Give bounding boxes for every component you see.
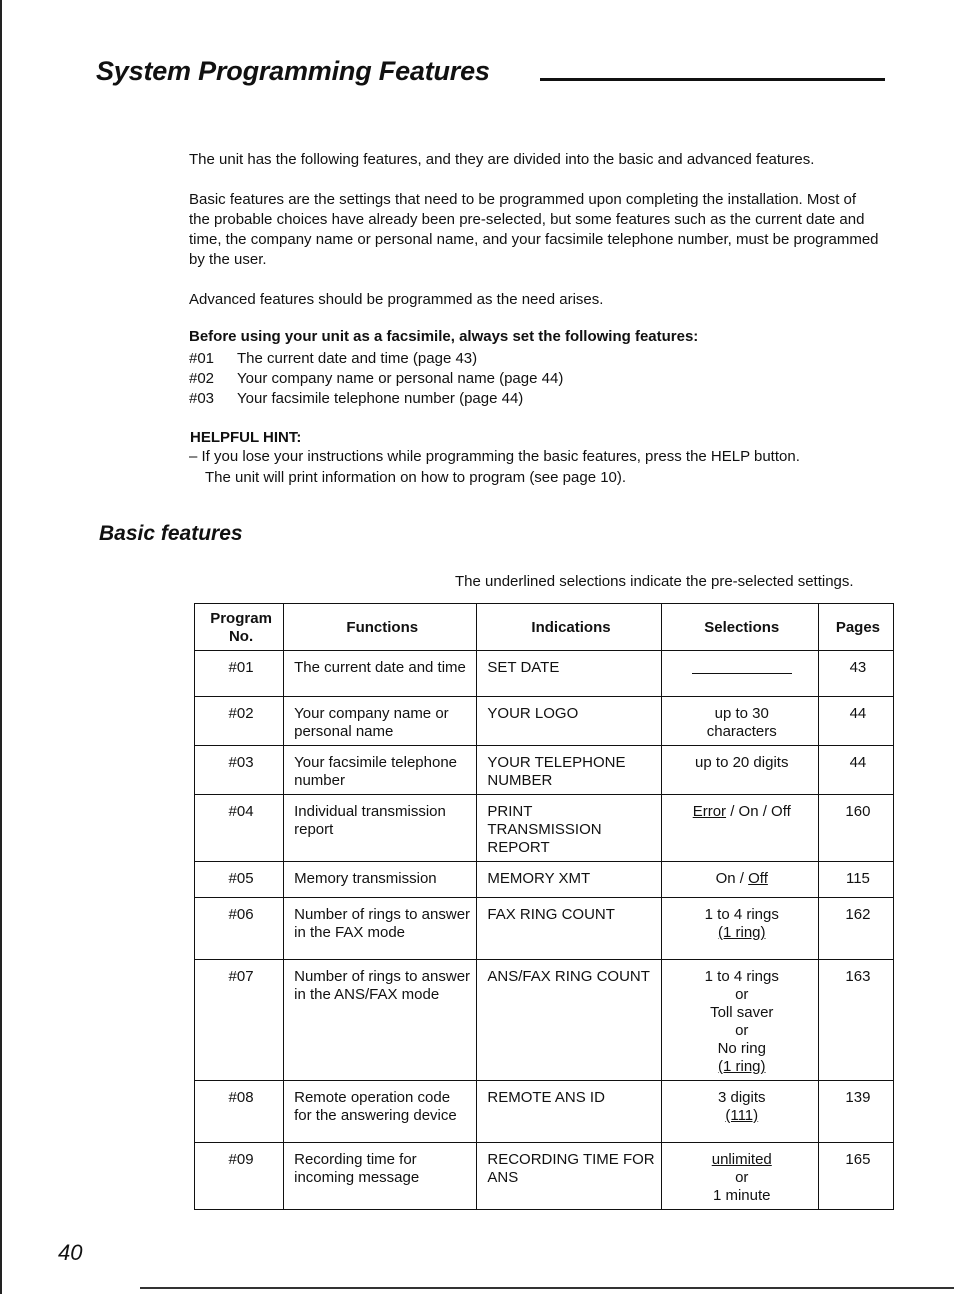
- table-row: #06 Number of rings to answer in the FAX mode FAX RING COUNT 1 to 4 rings (1 ring) 162: [195, 898, 894, 960]
- table-row: #01 The current date and time SET DATE 43: [195, 651, 894, 697]
- required-features-list: [189, 349, 563, 409]
- table-header-row: [195, 604, 894, 651]
- page-title: System Programming Features: [96, 56, 490, 86]
- intro-paragraph: The unit has the following features, and they are divided into the basic and advanced features.: [189, 151, 815, 168]
- basic-features-table: [194, 603, 894, 1210]
- blank-selection: [661, 651, 818, 697]
- underline-note: The underlined selections indicate the pre-selected settings.: [455, 573, 854, 590]
- helpful-hint-heading: HELPFUL HINT:: [190, 429, 302, 446]
- list-item: #02 Your company name or personal name (page 44): [189, 370, 564, 387]
- header-functions: Functions: [284, 604, 477, 651]
- title-rule: [540, 78, 885, 81]
- table-row: #05 Memory transmission MEMORY XMT On / Off 115: [195, 862, 894, 898]
- list-item: #01 The current date and time (page 43): [189, 350, 478, 367]
- header-program-no: Program No.: [195, 604, 284, 651]
- page-number: 40: [58, 1240, 83, 1265]
- list-item: #03 Your facsimile telephone number (page 44): [189, 390, 524, 407]
- page-left-edge: [0, 0, 2, 1294]
- table-row: #09 Recording time for incoming message RECORDING TIME FOR ANS unlimited or 1 minute 165: [195, 1143, 894, 1210]
- page-bottom-edge: [140, 1287, 954, 1289]
- helpful-hint-text: – If you lose your instructions while programming the basic features, press the HELP button. The unit will print information on how to program (see page 10).: [189, 448, 800, 486]
- table-row: #03 Your facsimile telephone number YOUR TELEPHONE NUMBER up to 20 digits 44: [195, 746, 894, 795]
- table-row: #04 Individual transmission report PRINT TRANSMISSION REPORT Error / On / Off 160: [195, 795, 894, 862]
- advanced-features-paragraph: Advanced features should be programmed as the need arises.: [189, 291, 604, 308]
- section-title-basic-features: Basic features: [99, 522, 243, 545]
- blank-selection-line: [692, 659, 792, 674]
- header-indications: Indications: [477, 604, 661, 651]
- table-row: #08 Remote operation code for the answering device REMOTE ANS ID 3 digits (111) 139: [195, 1081, 894, 1143]
- required-features-heading: Before using your unit as a facsimile, always set the following features:: [189, 328, 699, 345]
- table-row: #02 Your company name or personal name YOUR LOGO up to 30 characters 44: [195, 697, 894, 746]
- basic-features-paragraph: Basic features are the settings that need to be programmed upon completing the installation. Most of the probable choices have already been pre-selected, but some features such as the current date and time, the company name or personal name, and your facsimile telephone number, must be programmed by the user.: [189, 191, 879, 268]
- table-row: #07 Number of rings to answer in the ANS/FAX mode ANS/FAX RING COUNT 1 to 4 rings or Toll saver or No ring (1 ring) 163: [195, 960, 894, 1081]
- header-selections: Selections: [661, 604, 818, 651]
- header-pages: Pages: [818, 604, 893, 651]
